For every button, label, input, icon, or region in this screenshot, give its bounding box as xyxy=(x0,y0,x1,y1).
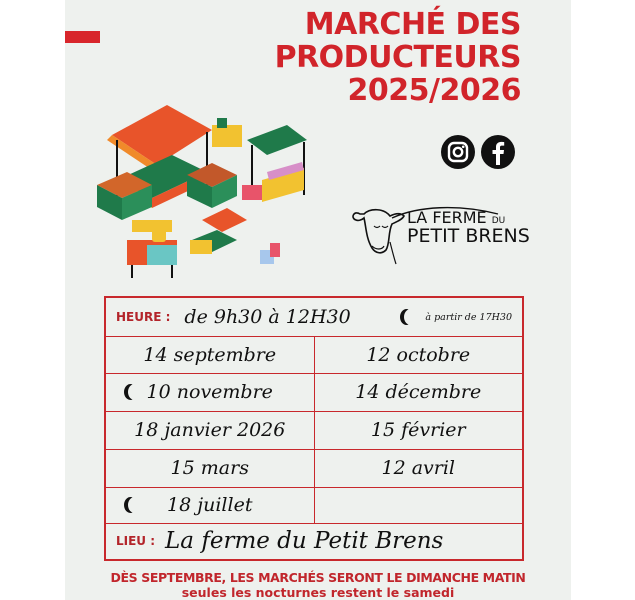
schedule-table xyxy=(104,296,524,561)
date-cell xyxy=(106,411,314,449)
farm-name-petit-brens: PETIT BRENS xyxy=(407,225,530,247)
date-text: 14 décembre xyxy=(355,381,482,403)
title-line-2: PRODUCTEURS xyxy=(274,40,521,75)
instagram-icon[interactable] xyxy=(441,135,475,169)
footer-note-saturday: seules les nocturnes restent le samedi xyxy=(181,585,455,600)
facebook-icon[interactable] xyxy=(481,135,515,169)
market-stalls-illustration xyxy=(92,80,312,280)
hours-cell xyxy=(106,298,522,336)
date-row xyxy=(106,336,522,374)
night-note xyxy=(404,309,512,325)
title-accent-bar xyxy=(65,31,100,43)
date-row xyxy=(106,449,522,488)
date-text: 18 juillet xyxy=(167,494,253,516)
title-line-3: 2025/2026 xyxy=(347,73,521,108)
hours-label: HEURE : xyxy=(116,310,171,324)
title-line-1: MARCHÉ DES xyxy=(304,7,521,42)
farm-name-du: DU xyxy=(491,216,506,226)
moon-icon xyxy=(404,309,417,325)
date-cell xyxy=(314,336,523,373)
date-row xyxy=(106,373,522,412)
date-text: 12 avril xyxy=(381,457,455,479)
footer-note-sunday: DÈS SEPTEMBRE, LES MARCHÉS SERONT LE DIMANCHE MATIN xyxy=(110,570,526,585)
date-text: 14 septembre xyxy=(143,343,277,366)
date-text: 10 novembre xyxy=(146,381,273,403)
moon-icon xyxy=(128,497,141,513)
place-row xyxy=(106,523,522,559)
date-row xyxy=(106,487,522,524)
date-cell xyxy=(314,449,523,487)
hours-row xyxy=(106,298,522,337)
farm-name xyxy=(407,208,530,247)
place-cell xyxy=(106,523,522,559)
social-links xyxy=(441,135,515,169)
place-label: LIEU : xyxy=(116,534,156,548)
date-cell xyxy=(106,336,314,373)
moon-icon xyxy=(128,384,141,400)
date-text: 12 octobre xyxy=(366,343,471,366)
date-cell-empty xyxy=(314,487,523,523)
date-cell xyxy=(314,373,523,411)
date-text: 15 mars xyxy=(170,457,249,479)
night-note-text: à partir de 17H30 xyxy=(425,311,512,323)
date-text: 15 février xyxy=(370,419,466,441)
date-row xyxy=(106,411,522,450)
date-cell xyxy=(106,449,314,487)
hours-value: de 9h30 à 12H30 xyxy=(184,306,351,328)
date-cell xyxy=(106,487,314,523)
date-cell xyxy=(314,411,523,449)
date-cell xyxy=(106,373,314,411)
place-value: La ferme du Petit Brens xyxy=(165,528,444,554)
farm-name-la-ferme: LA FERME xyxy=(407,208,487,227)
date-text: 18 janvier 2026 xyxy=(134,419,286,441)
